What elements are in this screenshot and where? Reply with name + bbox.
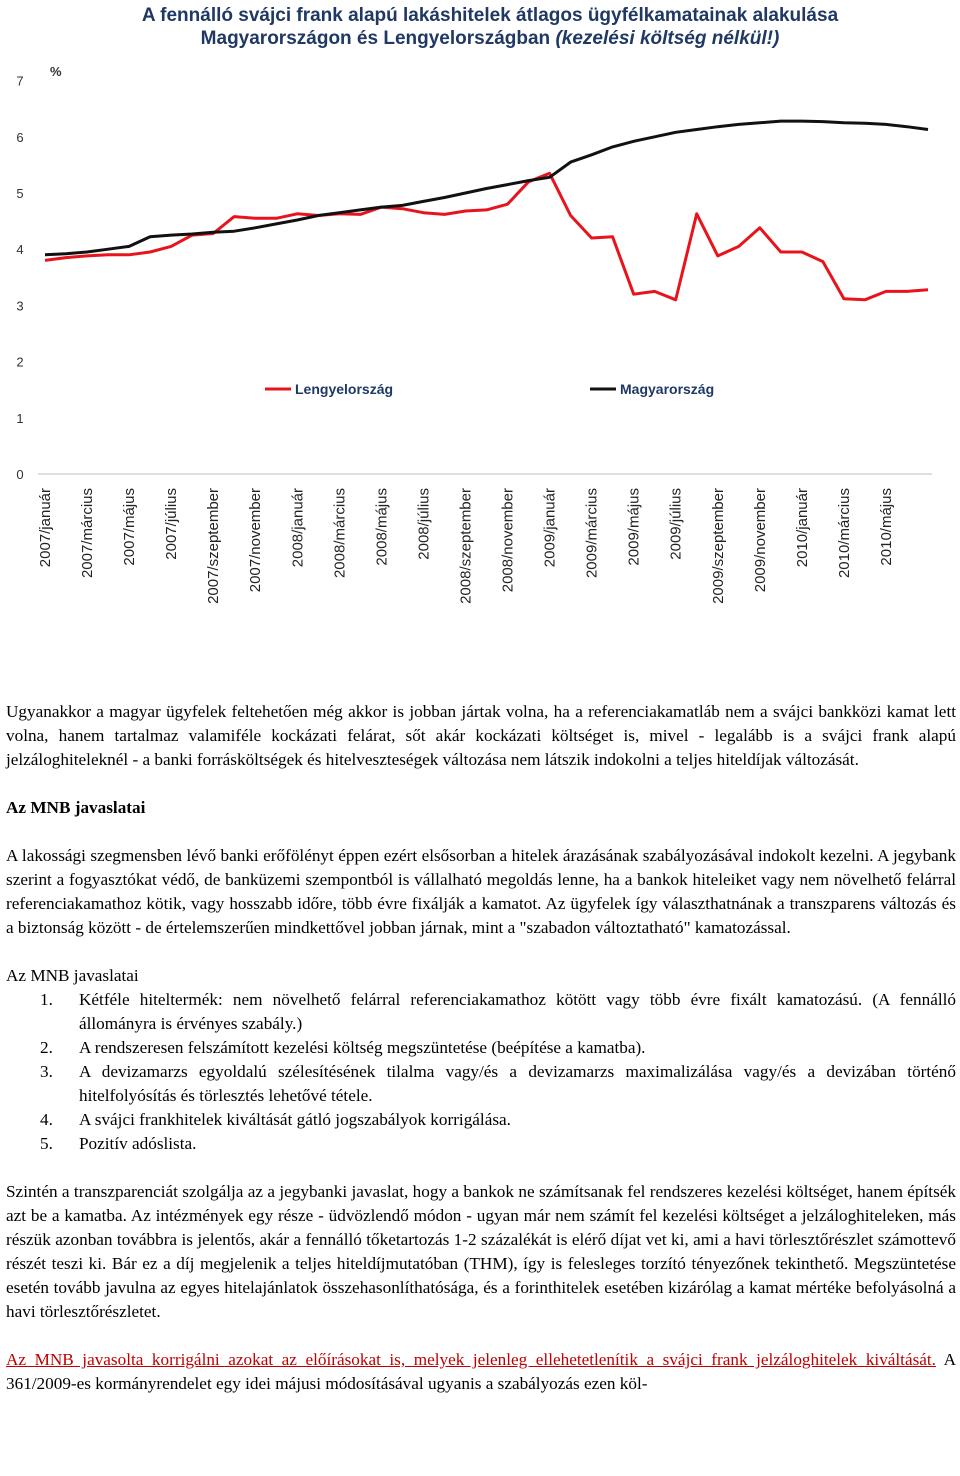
legend-label: Lengyelország xyxy=(295,381,394,397)
x-tick-label: 2007/január xyxy=(37,488,54,568)
y-tick-label: 7 xyxy=(16,73,24,89)
proposal-list xyxy=(6,988,956,1156)
paragraph-4: Az MNB javasolta korrigálni azokat az előírásokat is, melyek jelenleg ellehetetlenítik a svájci frank jelzáloghitelek kiváltását. A 361/2009-es kormányrendelet egy idei májusi módosításával ugyanis a szabályozás ezen köl- xyxy=(6,1350,956,1393)
x-tick-label: 2009/március xyxy=(583,488,601,579)
x-tick-label: 2009/május xyxy=(625,488,643,566)
chart-title-line2: Magyarországon és Lengyelországban (kezelési költség nélkül!) xyxy=(200,28,780,49)
section-heading: Az MNB javaslatai xyxy=(6,798,146,817)
x-tick-label: 2008/szeptember xyxy=(457,488,475,604)
x-tick-label: 2009/november xyxy=(751,488,769,593)
list-item: 1. Kétféle hiteltermék: nem növelhető felárral referenciakamathoz kötött vagy több évre fixált kamatozású. (A fennálló állományra is érvényes szabály.) xyxy=(40,990,956,1033)
list-item: 5. Pozitív adóslista. xyxy=(40,1134,197,1153)
x-tick-label: 2007/november xyxy=(247,488,265,593)
y-unit-label: % xyxy=(50,64,62,79)
paragraph-3: Szintén a transzparenciát szolgálja az a jegybanki javaslat, hogy a bankok ne számítsanak fel rendszeres kezelési költséget, hanem építsék azt be a kamatba. Az intézmények egy része - üdvözlendő módon - ugyan már nem számít fel kezelési költséget a jelzáloghiteleken, más részük azonban továbbra is jelentős, akár a fennálló tőketartozás 1-2 százalékát is elérő díjat vet ki, ami a havi törlesztőrészlet számottevő részét teszi ki. Bár ez a díj megjelenik a teljes hiteldíjmutatóban (THM), így is felesleges torzító tényezőnek tekinthető. Megszüntetése esetén tovább javulna az egyes hitelajánlatok összehasonlíthatósága, és a forinthitelek esetében kizárólag a kamat mértéke befolyásolná a havi törlesztőrészletet. xyxy=(6,1182,956,1321)
x-tick-label: 2008/március xyxy=(331,488,349,579)
x-tick-label: 2009/szeptember xyxy=(709,488,727,604)
legend-label: Magyarország xyxy=(620,381,715,397)
document-body xyxy=(6,700,956,1396)
x-tick-label: 2008/május xyxy=(373,488,391,566)
series-line-magyarorszag xyxy=(45,121,928,255)
x-tick-label: 2009/július xyxy=(667,488,685,560)
red-underlined-text: Az MNB javasolta korrigálni azokat az előírásokat is, melyek jelenleg ellehetetlenítik a svájci frank jelzáloghitelek kiváltását. xyxy=(6,1350,936,1369)
y-tick-label: 2 xyxy=(16,354,24,370)
x-tick-label: 2007/május xyxy=(121,488,139,566)
paragraph-2: A lakossági szegmensben lévő banki erőfölényt éppen ezért elsősorban a hitelek árazásának szabályozásával indokolt kezelni. A jegybank szerint a fogyasztókat védő, de banküzemi szempontból is vállalható megoldás lenne, ha a bankok hiteleiket vagy nem növelhető felárral referenciakamathoz kötik, vagy hosszabb időre, több évre fixálják a kamatot. Az ügyfelek így választhatnának a transzparens változás és a biztonság között - de értelemszerűen mindkettővel jobban járnak, mint a "szabadon változtatható" kamatozással. xyxy=(6,846,956,937)
list-title: Az MNB javaslatai xyxy=(6,966,139,985)
chart-figure xyxy=(0,0,960,640)
y-tick-label: 5 xyxy=(16,186,24,201)
y-tick-label: 6 xyxy=(16,129,24,145)
chart-title-note: (kezelési költség nélkül!) xyxy=(555,28,780,49)
x-tick-label: 2007/március xyxy=(79,488,97,579)
x-tick-label: 2008/november xyxy=(499,488,517,593)
y-tick-label: 4 xyxy=(16,242,24,258)
x-tick-label: 2008/július xyxy=(415,488,433,560)
x-tick-label: 2010/január xyxy=(793,488,811,568)
y-tick-label: 0 xyxy=(16,467,24,482)
chart-title-line1: A fennálló svájci frank alapú lakáshitelek átlagos ügyfélkamatainak alakulása xyxy=(141,5,839,26)
y-tick-label: 3 xyxy=(16,298,24,314)
x-tick-label: 2008/január xyxy=(289,488,307,568)
list-item: 2. A rendszeresen felszámított kezelési költség megszüntetése (beépítése a kamatba). xyxy=(40,1038,646,1057)
x-tick-label: 2010/március xyxy=(835,488,853,579)
y-tick-label: 1 xyxy=(16,410,24,426)
list-item: 3. A devizamarzs egyoldalú szélesítésének tilalma vagy/és a devizamarzs maximalizálása vagy/és a devizában történő hitelfolyósítás és törlesztés lehetővé tétele. xyxy=(40,1062,956,1105)
list-item: 4. A svájci frankhitelek kiváltását gátló jogszabályok korrigálása. xyxy=(40,1110,511,1129)
x-tick-label: 2007/szeptember xyxy=(205,488,223,604)
x-tick-label: 2009/január xyxy=(541,488,559,568)
x-tick-label: 2007/július xyxy=(163,488,181,560)
paragraph-1: Ugyanakkor a magyar ügyfelek feltehetően még akkor is jobban jártak volna, ha a referenciakamatláb nem a svájci bankközi kamat lett volna, hanem tartalmaz valamiféle kockázati felárat, sőt akár kockázati költséget is, mivel - legalább is a svájci frank alapú jelzáloghiteleknél - a banki forrásköltségek és hitelveszteségek változása nem látszik indokolni a teljes hiteldíjak változását. xyxy=(6,702,956,769)
line-chart xyxy=(0,0,960,640)
x-tick-label: 2010/május xyxy=(877,488,895,566)
chart-title xyxy=(110,4,870,50)
series-line-lengyelorszag xyxy=(45,173,928,299)
